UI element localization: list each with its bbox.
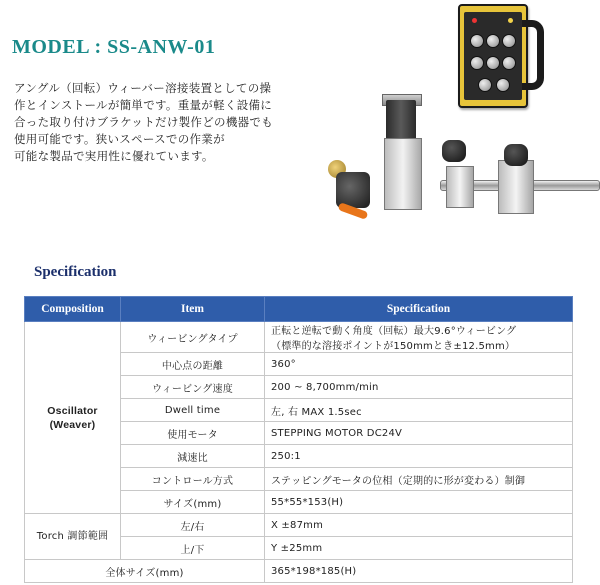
- row-spec: [265, 322, 573, 353]
- row-item: ウィービングタイプ: [121, 322, 265, 353]
- clamp-knob: [504, 144, 528, 166]
- row-spec: 55*55*153(H): [265, 491, 573, 514]
- led-indicator: [472, 18, 477, 23]
- row-item: 上/下: [121, 537, 265, 560]
- group-label: Oscillator: [47, 404, 98, 417]
- row-item: 中心点の距離: [121, 353, 265, 376]
- group-torch: Torch 調節範囲: [25, 514, 121, 560]
- rod-clamp: [498, 160, 534, 214]
- row-item: コントロール方式: [121, 468, 265, 491]
- spec-heading: Specification: [34, 264, 117, 280]
- dial-knob: [502, 56, 516, 70]
- header-item: Item: [121, 297, 265, 322]
- dial-knob: [496, 78, 510, 92]
- description-line: 使用可能です。狭いスペースでの作業が: [14, 132, 225, 146]
- clamp-knob: [442, 140, 466, 162]
- row-spec: X ±87mm: [265, 514, 573, 537]
- row-item: 使用モータ: [121, 422, 265, 445]
- description-line: 作とインストールが簡単です。重量が軽く設備に: [14, 98, 273, 112]
- stepping-motor: [386, 100, 416, 140]
- row-spec-line: （標準的な溶接ポイントが150mmとき±12.5mm）: [271, 341, 516, 352]
- dial-knob: [470, 34, 484, 48]
- total-size-value: 365*198*185(H): [265, 560, 573, 583]
- row-item: サイズ(mm): [121, 491, 265, 514]
- dial-knob: [478, 78, 492, 92]
- row-item: 減速比: [121, 445, 265, 468]
- rod-clamp: [446, 166, 474, 208]
- row-item: 左/右: [121, 514, 265, 537]
- header-composition: Composition: [25, 297, 121, 322]
- description-line: アングル（回転）ウィーバー溶接装置としての操: [14, 81, 272, 95]
- row-item: ウィービング速度: [121, 376, 265, 399]
- gearbox: [384, 138, 422, 210]
- dial-knob: [470, 56, 484, 70]
- controller-panel: [464, 12, 522, 100]
- controller-handle: [522, 20, 544, 90]
- row-item: Dwell time: [121, 399, 265, 422]
- table-row: [25, 322, 573, 353]
- table-row-total: [25, 560, 573, 583]
- header-specification: Specification: [265, 297, 573, 322]
- row-spec: Y ±25mm: [265, 537, 573, 560]
- description-line: 合った取り付けブラケットだけ製作どの機器でも: [14, 115, 274, 129]
- group-oscillator: [25, 322, 121, 514]
- row-spec-line: 正転と逆転で動く角度（回転）最大9.6°ウィービング: [271, 326, 517, 337]
- table-row: [25, 514, 573, 537]
- dial-knob: [486, 56, 500, 70]
- row-spec: 250:1: [265, 445, 573, 468]
- product-description: [14, 80, 324, 165]
- total-size-label: 全体サイズ(mm): [25, 560, 265, 583]
- table-header-row: [25, 297, 573, 322]
- controller-box: [458, 4, 528, 108]
- spec-table: [24, 296, 573, 583]
- row-spec: 左, 右 MAX 1.5sec: [265, 399, 573, 422]
- product-image: [318, 0, 600, 250]
- row-spec: ステッピングモータの位相（定期的に形が変わる）制御: [265, 468, 573, 491]
- row-spec: 200 ~ 8,700mm/min: [265, 376, 573, 399]
- description-line: 可能な製品で実用性に優れています。: [14, 149, 214, 163]
- dial-knob: [502, 34, 516, 48]
- led-indicator: [508, 18, 513, 23]
- dial-knob: [486, 34, 500, 48]
- model-title: MODEL : SS-ANW-01: [12, 36, 216, 58]
- row-spec: STEPPING MOTOR DC24V: [265, 422, 573, 445]
- group-label: (Weaver): [49, 418, 96, 431]
- row-spec: 360°: [265, 353, 573, 376]
